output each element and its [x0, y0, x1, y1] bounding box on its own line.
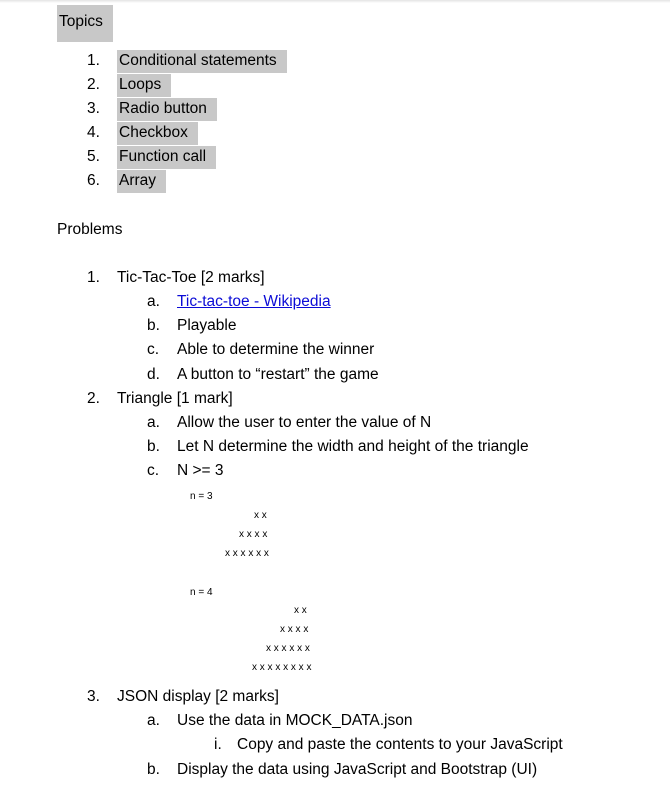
sub-item-letter: c. [147, 341, 160, 358]
sub-item-letter: a. [147, 414, 160, 431]
sub-item-text: Use the data in MOCK_DATA.json [177, 712, 413, 729]
sub-item-text: Able to determine the winner [177, 341, 375, 358]
triangle-label: n = 3 [190, 491, 213, 502]
sub-sub-item-roman: i. [214, 736, 222, 753]
problem-1-title: Tic-Tac-Toe [2 marks] [117, 269, 265, 286]
sub-item-text: Display the data using JavaScript and Bootstrap (UI) [177, 761, 538, 778]
topic-number: 3. [87, 100, 100, 117]
topic-number: 2. [87, 76, 100, 93]
problem-number: 1. [87, 269, 100, 286]
problem-number: 2. [87, 390, 100, 407]
sub-item-letter: b. [147, 317, 160, 334]
triangle-label: n = 4 [190, 587, 213, 598]
triangle-row: x x x x x x [225, 548, 269, 559]
sub-item-text: Allow the user to enter the value of N [177, 414, 432, 431]
triangle-row: x x [254, 510, 267, 521]
triangle-row: x x x x [239, 529, 268, 540]
problems-heading: Problems [57, 221, 123, 238]
page-top-edge [0, 0, 670, 3]
topics-heading: Topics [57, 12, 113, 32]
topic-number: 6. [87, 172, 100, 189]
triangle-row: x x x x [280, 624, 309, 635]
triangle-row: x x x x x x [266, 643, 310, 654]
sub-item-text: Playable [177, 317, 237, 334]
topic-number: 1. [87, 52, 100, 69]
triangle-row: x x x x x x x x [252, 662, 312, 673]
topic-number: 5. [87, 148, 100, 165]
topic-item: Checkbox [117, 123, 198, 143]
topic-item: Function call [117, 147, 216, 167]
sub-item-letter: b. [147, 438, 160, 455]
problem-number: 3. [87, 688, 100, 705]
problem-3-title: JSON display [2 marks] [117, 688, 279, 705]
triangle-row: x x [294, 605, 307, 616]
sub-item-letter: b. [147, 761, 160, 778]
sub-item-letter: c. [147, 462, 160, 479]
sub-item-text: Let N determine the width and height of the triangle [177, 438, 529, 455]
topic-item: Conditional statements [117, 51, 287, 71]
sub-sub-item-text: Copy and paste the contents to your JavaScript [237, 736, 563, 753]
topic-number: 4. [87, 124, 100, 141]
topic-item: Array [117, 171, 166, 191]
sub-item-text: A button to “restart” the game [177, 366, 379, 383]
sub-item-text: N >= 3 [177, 462, 224, 479]
sub-item-letter: a. [147, 712, 160, 729]
sub-item-letter: d. [147, 366, 160, 383]
problem-2-title: Triangle [1 mark] [117, 390, 233, 407]
topic-item: Radio button [117, 99, 217, 119]
wikipedia-link[interactable]: Tic-tac-toe - Wikipedia [177, 293, 331, 310]
sub-item-letter: a. [147, 293, 160, 310]
topic-item: Loops [117, 75, 171, 95]
